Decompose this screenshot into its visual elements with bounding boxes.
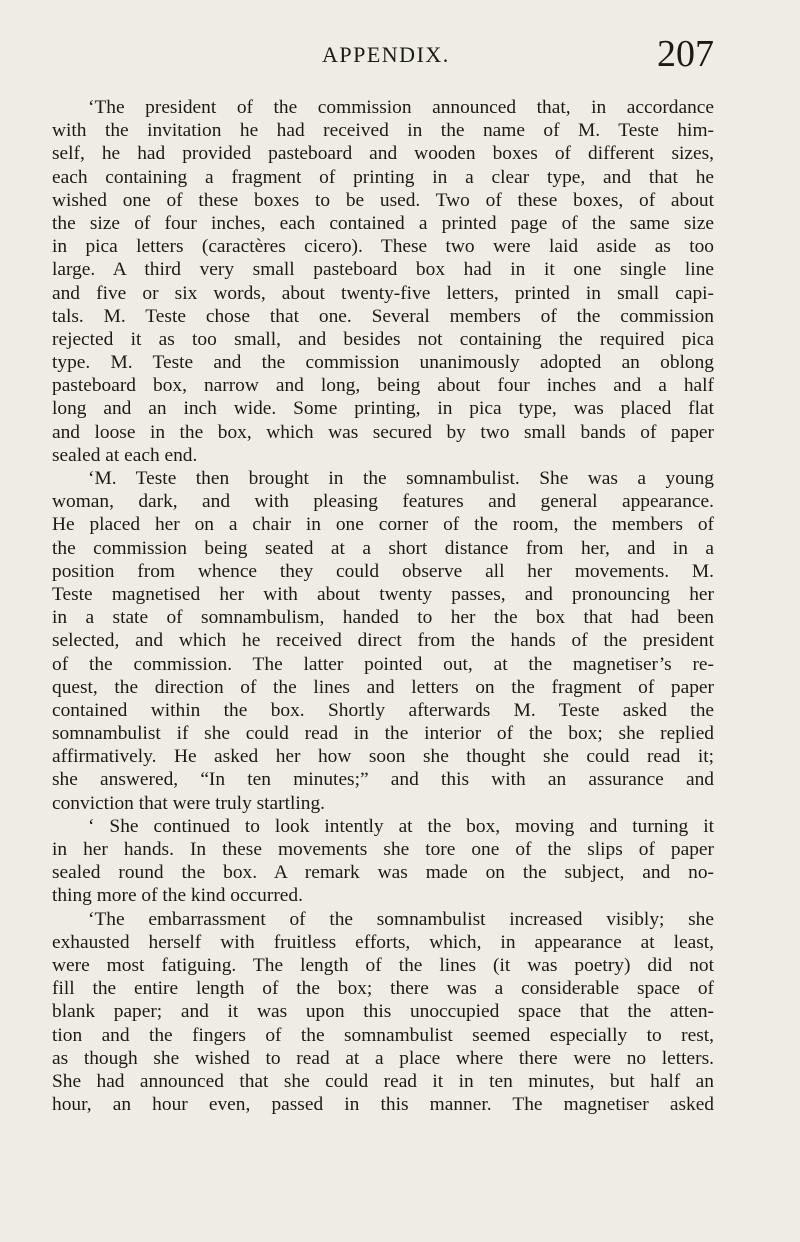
- text-line: ‘The president of the commission announced that, in accordance: [88, 97, 714, 118]
- text-line: quest, the direction of the lines and letters on the fragment of paper: [52, 676, 714, 698]
- text-line: blank paper; and it was upon this unoccupied space that the atten-: [52, 1001, 714, 1023]
- text-line: woman, dark, and with pleasing features and general appearance.: [52, 491, 714, 513]
- text-line: the size of four inches, each contained a printed page of the same size: [52, 212, 714, 234]
- running-header: [322, 34, 714, 74]
- text-line: tion and the fingers of the somnambulist seemed especially to rest,: [52, 1024, 714, 1046]
- text-line: exhausted herself with fruitless efforts, which, in appearance at least,: [52, 931, 714, 953]
- text-line: self, he had provided pasteboard and wooden boxes of different sizes,: [52, 143, 714, 165]
- page-number: 207: [657, 33, 714, 75]
- text-line: in her hands. In these movements she tore one of the slips of paper: [52, 839, 714, 860]
- text-line: as though she wished to read at a place where there were no letters.: [52, 1047, 714, 1069]
- text-line: contained within the box. Shortly afterwards M. Teste asked the: [52, 699, 714, 721]
- running-title: APPENDIX.: [322, 42, 450, 67]
- text-line: sealed round the box. A remark was made on the subject, and no-: [52, 862, 714, 884]
- text-line: with the invitation he had received in the name of M. Teste him-: [52, 120, 714, 142]
- text-line: the commission being seated at a short distance from her, and in a: [52, 537, 714, 559]
- text-line: in a state of somnambulism, handed to her the box that had been: [52, 607, 714, 629]
- text-line: in pica letters (caractères cicero). These two were laid aside as too: [52, 236, 714, 258]
- text-line: ‘The embarrassment of the somnambulist increased visibly; she: [88, 908, 714, 930]
- text-line: type. M. Teste and the commission unanimously adopted an oblong: [52, 352, 714, 374]
- text-line: somnambulist if she could read in the interior of the box; she replied: [52, 723, 714, 745]
- body-text: [52, 96, 714, 1116]
- text-line: selected, and which he received direct from the hands of the president: [52, 630, 714, 652]
- text-line: He placed her on a chair in one corner of the room, the members of: [52, 514, 714, 536]
- text-line: fill the entire length of the box; there was a considerable space of: [52, 978, 714, 1000]
- text-line: wished one of these boxes to be used. Two of these boxes, of about: [52, 189, 714, 211]
- text-line: tals. M. Teste chose that one. Several members of the commission: [52, 305, 714, 327]
- text-line: she answered, “In ten minutes;” and this with an assurance and: [52, 769, 714, 791]
- text-line: conviction that were truly startling.: [52, 792, 326, 814]
- text-line: of the commission. The latter pointed out, at the magnetiser’s re-: [52, 653, 714, 675]
- text-line: affirmatively. He asked her how soon she thought she could read it;: [52, 746, 714, 768]
- text-line: ‘M. Teste then brought in the somnambulist. She was a young: [88, 468, 714, 489]
- text-line: Teste magnetised her with about twenty passes, and pronouncing her: [52, 583, 714, 605]
- text-line: sealed at each end.: [52, 444, 198, 466]
- text-line: position from whence they could observe all her movements. M.: [52, 560, 714, 582]
- text-line: rejected it as too small, and besides not containing the required pica: [52, 328, 714, 350]
- text-line: pasteboard box, narrow and long, being about four inches and a half: [52, 375, 714, 397]
- text-line: ‘ She continued to look intently at the box, moving and turning it: [88, 815, 714, 837]
- text-line: each containing a fragment of printing in a clear type, and that he: [52, 166, 714, 188]
- text-line: and loose in the box, which was secured by two small bands of paper: [52, 421, 714, 443]
- text-line: were most fatiguing. The length of the lines (it was poetry) did not: [52, 954, 714, 976]
- text-line: and five or six words, about twenty-five letters, printed in small capi-: [52, 282, 714, 304]
- text-line: hour, an hour even, passed in this manner. The magnetiser asked: [52, 1094, 714, 1116]
- text-line: large. A third very small pasteboard box had in it one single line: [52, 259, 714, 281]
- text-line: long and an inch wide. Some printing, in pica type, was placed flat: [52, 398, 714, 420]
- text-line: She had announced that she could read it in ten minutes, but half an: [52, 1070, 714, 1092]
- text-line: thing more of the kind occurred.: [52, 885, 303, 907]
